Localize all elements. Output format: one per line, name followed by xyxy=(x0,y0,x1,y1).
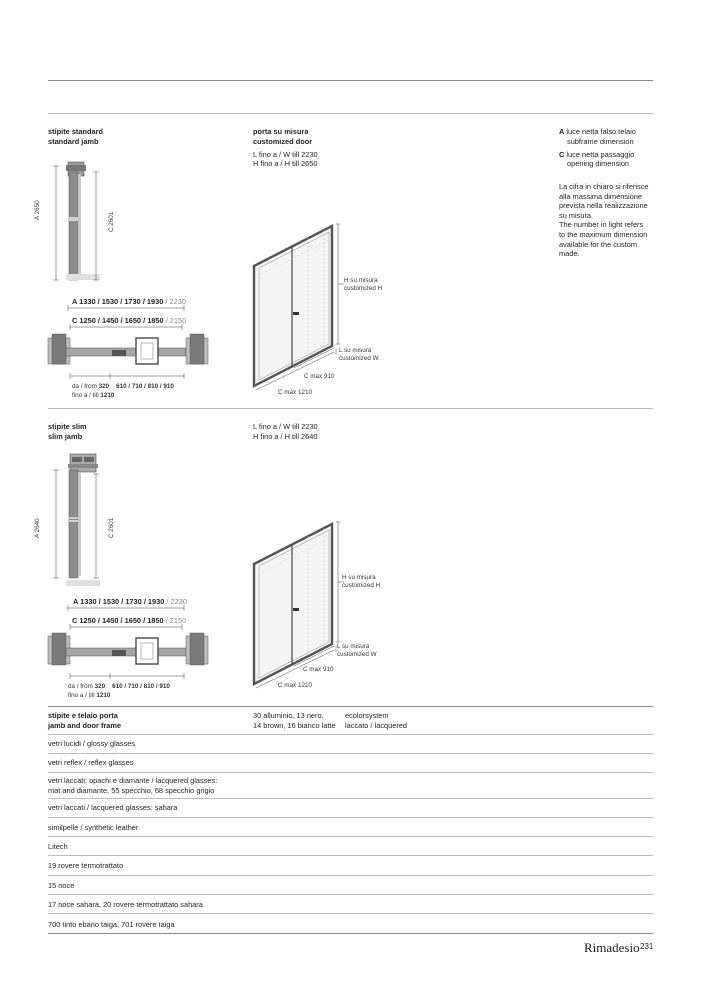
jamb1-label-c: C 2601 xyxy=(108,211,115,232)
section1-from-prefix: da / from xyxy=(72,383,99,390)
section2-title-it: stipite slim xyxy=(48,422,87,431)
legend-note-line: La cifra in chiaro si riferisce xyxy=(559,182,649,191)
section1-dim-c-bold: C 1250 / 1450 / 1650 / 1850 xyxy=(72,316,164,325)
door1-l-label-it: L su misura xyxy=(339,347,372,354)
section1-till-value: 1210 xyxy=(100,392,115,399)
section2-dim-a-light: / 2230 xyxy=(164,597,187,606)
table-row: vetri laccati / lacquered glasses: sahara xyxy=(48,803,178,812)
legend-a-it: luce netta falso telaio xyxy=(566,127,636,136)
section2-from-values: 320 610 / 710 / 810 / 910 xyxy=(94,683,170,690)
section2-dim-a xyxy=(73,597,187,607)
table-rule xyxy=(48,753,653,754)
legend-note-line: available for the custom xyxy=(559,239,638,249)
door1-l-label-en: customized W xyxy=(339,355,379,362)
section2-rule xyxy=(48,408,653,409)
table-row: vetri laccati: opachi e diamante / lacquered glasses: xyxy=(48,776,218,785)
table-rule xyxy=(48,875,653,876)
section2-from-prefix: da / from xyxy=(68,683,95,690)
jamb2-label-a: A 2640 xyxy=(34,518,41,538)
legend-note-line: made. xyxy=(559,249,580,259)
door1-h-label-it: H su misura xyxy=(344,277,378,284)
legend-note-line: to the maximum dimension xyxy=(559,229,648,239)
section2-dim-c-bold: C 1250 / 1450 / 1650 / 1850 xyxy=(72,616,164,625)
door2-h-label-it: H su misura xyxy=(342,574,376,581)
section2-from xyxy=(68,683,170,691)
top-rule xyxy=(48,80,653,81)
table-rule xyxy=(48,913,653,914)
plan-section-drawing-1 xyxy=(48,330,218,380)
door2-l-label-en: customized W xyxy=(337,651,377,658)
section2-dim-c-light: / 2150 xyxy=(163,616,187,625)
section1-dim-a-bold: A 1330 / 1530 / 1730 / 1930 xyxy=(72,297,164,306)
legend-a xyxy=(559,127,636,137)
table-row: 700 tinto ebano taiga, 701 rovere taiga xyxy=(48,920,175,929)
legend-note xyxy=(559,182,649,259)
table-rule xyxy=(48,894,653,895)
table-row: Litech xyxy=(48,842,68,851)
plan-section-drawing-2 xyxy=(48,630,218,680)
section2-till-prefix: fino a / till xyxy=(68,692,97,699)
legend-note-line: The number in light refers xyxy=(559,220,644,230)
door2-h-label-en: customized H xyxy=(342,582,381,589)
section1-title-it: stipite standard xyxy=(48,127,104,136)
section1-dim-c xyxy=(72,316,186,326)
section2-till xyxy=(68,692,110,700)
jamb1-label-a: A 2650 xyxy=(34,200,41,220)
table-rule xyxy=(48,772,653,773)
section1-dim-c-light: / 2150 xyxy=(163,316,187,325)
legend-note-line: su misura. xyxy=(559,210,594,220)
section2-title-en: slim jamb xyxy=(48,432,83,441)
section1-title-en: standard jamb xyxy=(48,137,99,146)
finishes-col1-line2: 14 brown, 16 bianco latte xyxy=(253,721,336,730)
table-rule xyxy=(48,798,653,799)
finishes-title-it: stipite e telaio porta xyxy=(48,711,118,720)
table-row: 17 noce sahara, 20 rovere termotrattato sahara xyxy=(48,900,203,909)
table-row: vetri reflex / reflex glasses xyxy=(48,758,134,767)
table-row: 15 noce xyxy=(48,881,75,890)
door2-c-max-1210: C max 1210 xyxy=(278,682,312,689)
finishes-col1-line1: 30 alluminio, 13 nero, xyxy=(253,711,324,720)
table-rule xyxy=(48,734,653,735)
finishes-col2-line2: laccato / lacquered xyxy=(345,721,408,730)
section1-rule xyxy=(48,113,653,114)
table-row-continuation: mat and diamante, 55 specchio, 68 specchio grigio xyxy=(48,786,215,795)
door1-title-en: customized door xyxy=(253,137,313,146)
section1-till xyxy=(72,392,114,400)
legend-c-it: luce netta passaggio xyxy=(566,150,635,159)
table-rule xyxy=(48,836,653,837)
door2-height: H fino a / H till 2640 xyxy=(253,432,318,441)
brand-logo: Rimadesio xyxy=(584,940,640,955)
section1-dim-a xyxy=(72,297,186,307)
legend-a-en: subframe dimension xyxy=(567,137,634,146)
section1-from xyxy=(72,383,174,391)
finishes-title-en: jamb and door frame xyxy=(48,721,122,730)
door1-width: L fino a / W till 2230 xyxy=(253,150,318,159)
table-rule xyxy=(48,817,653,818)
door1-title-it: porta su misura xyxy=(253,127,309,136)
section1-till-prefix: fino a / till xyxy=(72,392,101,399)
jamb2-label-c: C 2601 xyxy=(108,517,115,538)
legend-c-en: opening dimension xyxy=(567,159,630,168)
section1-dim-a-light: / 2230 xyxy=(163,297,186,306)
section2-till-value: 1210 xyxy=(96,692,111,699)
door2-c-max-910: C max 910 xyxy=(303,666,334,673)
page-number: 231 xyxy=(640,942,654,951)
section1-from-values: 320 610 / 710 / 810 / 910 xyxy=(98,383,174,390)
finishes-col2-line1: ecolorsystem xyxy=(345,711,389,720)
section2-dim-a-bold: A 1330 / 1530 / 1730 / 1930 xyxy=(73,597,165,606)
table-row: 19 rovere termotrattato xyxy=(48,861,124,870)
table-row: similpelle / synthetic leather xyxy=(48,823,139,832)
door2-l-label-it: L su misura xyxy=(337,643,370,650)
table-row: vetri lucidi / glossy glasses xyxy=(48,739,136,748)
door1-height: H fino a / H till 2650 xyxy=(253,159,318,168)
door1-c-max-1210: C max 1210 xyxy=(278,389,312,396)
finishes-top-rule xyxy=(48,706,653,707)
legend-note-line: prevista nella realizzazione xyxy=(559,201,648,211)
table-bottom-rule xyxy=(48,933,653,934)
door2-width: L fino a / W till 2230 xyxy=(253,422,318,431)
table-rule xyxy=(48,855,653,856)
door1-c-max-910: C max 910 xyxy=(304,373,335,380)
legend-a-letter: A xyxy=(559,127,565,136)
section2-dim-c xyxy=(72,616,186,626)
legend-c-letter: C xyxy=(559,150,565,159)
legend-note-line: alla massima dimensione xyxy=(559,191,642,201)
door1-h-label-en: customized H xyxy=(344,285,383,292)
